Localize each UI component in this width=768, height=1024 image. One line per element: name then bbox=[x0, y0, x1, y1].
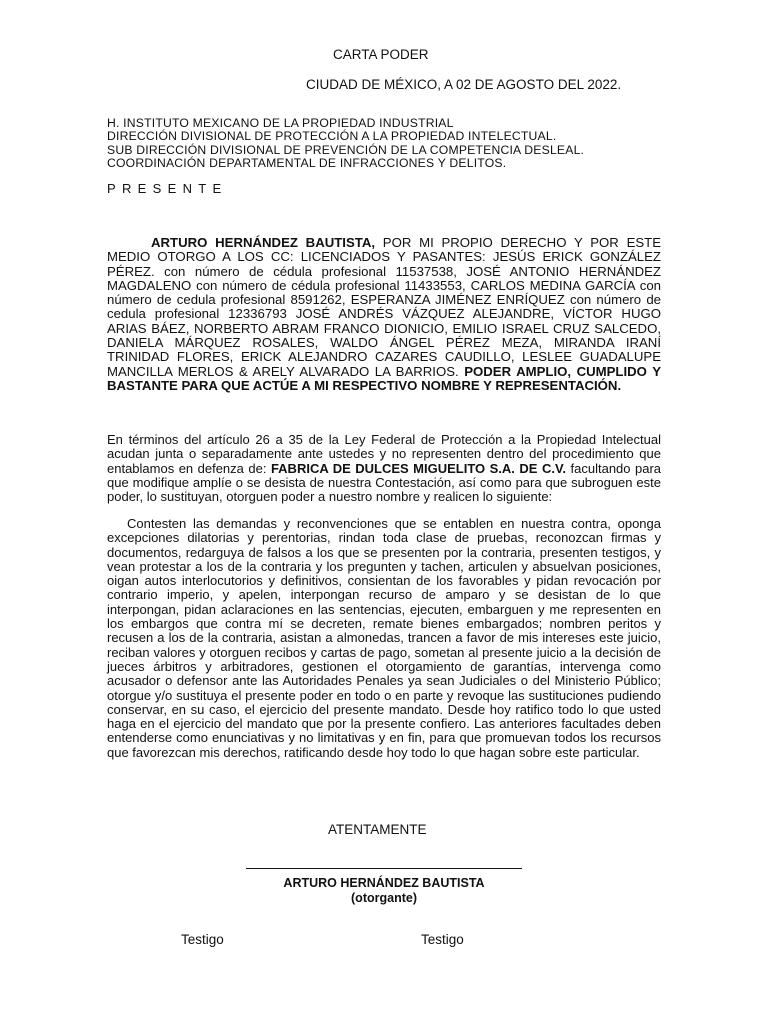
recipient-line: SUB DIRECCIÓN DIVISIONAL DE PREVENCIÓN DE LA COMPETENCIA DESLEAL. bbox=[107, 142, 585, 157]
company-name: FABRICA DE DULCES MIGUELITO S.A. DE C.V. bbox=[270, 460, 567, 476]
recipient-line: DIRECCIÓN DIVISIONAL DE PROTECCIÓN A LA PROPIEDAD INTELECTUAL. bbox=[107, 129, 557, 144]
signature-line bbox=[246, 868, 522, 869]
document-title: CARTA PODER bbox=[333, 47, 429, 62]
presente-heading: PRESENTE bbox=[107, 181, 228, 196]
signatory-role: (otorgante) bbox=[351, 891, 417, 905]
witness-label: Testigo bbox=[421, 932, 464, 947]
terms-paragraph bbox=[107, 433, 661, 504]
city-date: CIUDAD DE MÉXICO, A 02 DE AGOSTO DEL 2022. bbox=[306, 77, 622, 92]
faculties-paragraph: Contesten las demandas y reconvenciones que se entablen en nuestra contra, oponga excepciones dilatorias y perentorias, rindan toda clase de pruebas, reconozcan firmas y documentos, redarguya de falsos a los que se presenten por la contraria, presenten testigos, y vean protestar a los de la contraria y los pregunten y tachen, articulen y absuelvan posiciones, oigan autos interlocutorios y definitivos, consientan de los favorables y pidan revocación por contrario imperio, y apelen, interpongan recurso de amparo y se desistan de lo que interpongan, pidan aclaraciones en las sentencias, ejecuten, embarguen y me representen en los embargos que contra mí se decreten, remate bienes embargados; nombren peritos y recusen a los de la contraria, asistan a almonedas, trancen a favor de mis intereses este juicio, reciban valores y otorguen recibos y cartas de pago, sometan al presente juicio a la decisión de jueces árbitros y arbitradores, gestionen el otorgamiento de garantías, intervenga como acusador o defensor ante las Autoridades Penales ya sean Judiciales o del Ministerio Público; otorgue y/o sustituya el presente poder en todo o en parte y revoque las sustituciones pudiendo conservar, en su caso, el ejercicio del presente mandato. Desde hoy ratifico todo lo que usted haga en el ejercicio del mandato que por la presente confiero. Las anteriores facultades deben entenderse como enunciativas y no limitativas y en fin, para que promuevan todos los recursos que favorezcan mis derechos, ratificando desde hoy todo lo que hagan sobre este particular. bbox=[107, 516, 661, 760]
recipient-block bbox=[107, 117, 647, 171]
signatory-name: ARTURO HERNÁNDEZ BAUTISTA bbox=[283, 876, 485, 890]
recipient-line: H. INSTITUTO MEXICANO DE LA PROPIEDAD INDUSTRIAL bbox=[107, 116, 454, 130]
signature-block bbox=[246, 876, 522, 906]
terms-before: En términos del artículo 26 a 35 de la Ley Federal de Protección a la Propiedad Intelectual acudan junta o separadamente ante ustedes y no representen dentro del procedimiento que entablamos en defenza de: bbox=[107, 432, 661, 476]
grantor-name: ARTURO HERNÁNDEZ BAUTISTA, bbox=[151, 235, 376, 250]
closing: ATENTAMENTE bbox=[328, 822, 427, 837]
grant-paragraph bbox=[107, 236, 661, 393]
witness-label: Testigo bbox=[181, 932, 224, 947]
power-clause: PODER AMPLIO, CUMPLIDO Y BASTANTE PARA QUE ACTÚE A MI RESPECTIVO NOMBRE Y REPRESENTACIÓN. bbox=[107, 363, 661, 393]
terms-after: facultando para que modifique amplíe o se desista de nuestra Contestación, así como para que subroguen este poder, lo sustituyan, otorguen poder a nuestro nombre y realicen lo siguiente: bbox=[107, 460, 662, 505]
grant-body: POR MI PROPIO DERECHO Y POR ESTE MEDIO OTORGO A LOS CC: LICENCIADOS Y PASANTES: JESÚS ERICK GONZÁLEZ PÉREZ. con número de cédula profesional 11537538, JOSÉ ANTONIO HERNÁNDEZ MAGDALENO con número de cédula profesional 11433553, CARLOS MEDINA GARCÍA con número de cedula profesional 8591262, ESPERANZA JIMÉNEZ ENRÍQUEZ con número de cedula profesional 12336793 JOSÉ ANDRÉS VÁZQUEZ ALEJANDRE, VÍCTOR HUGO ARIAS BÁEZ, NORBERTO ABRAM FRANCO DIONICIO, EMILIO ISRAEL CRUZ SALCEDO, DANIELA MÁRQUEZ ROSALES, WALDO ÁNGEL PÉREZ MEZA, MIRANDA IRANÍ TRINIDAD FLORES, ERICK ALEJANDRO CAZARES CAUDILLO, LESLEE GUADALUPE MANCILLA MERLOS & ARELY ALVARADO LA BARRIOS. bbox=[107, 235, 662, 379]
recipient-line: COORDINACIÓN DEPARTAMENTAL DE INFRACCIONES Y DELITOS. bbox=[107, 156, 507, 171]
